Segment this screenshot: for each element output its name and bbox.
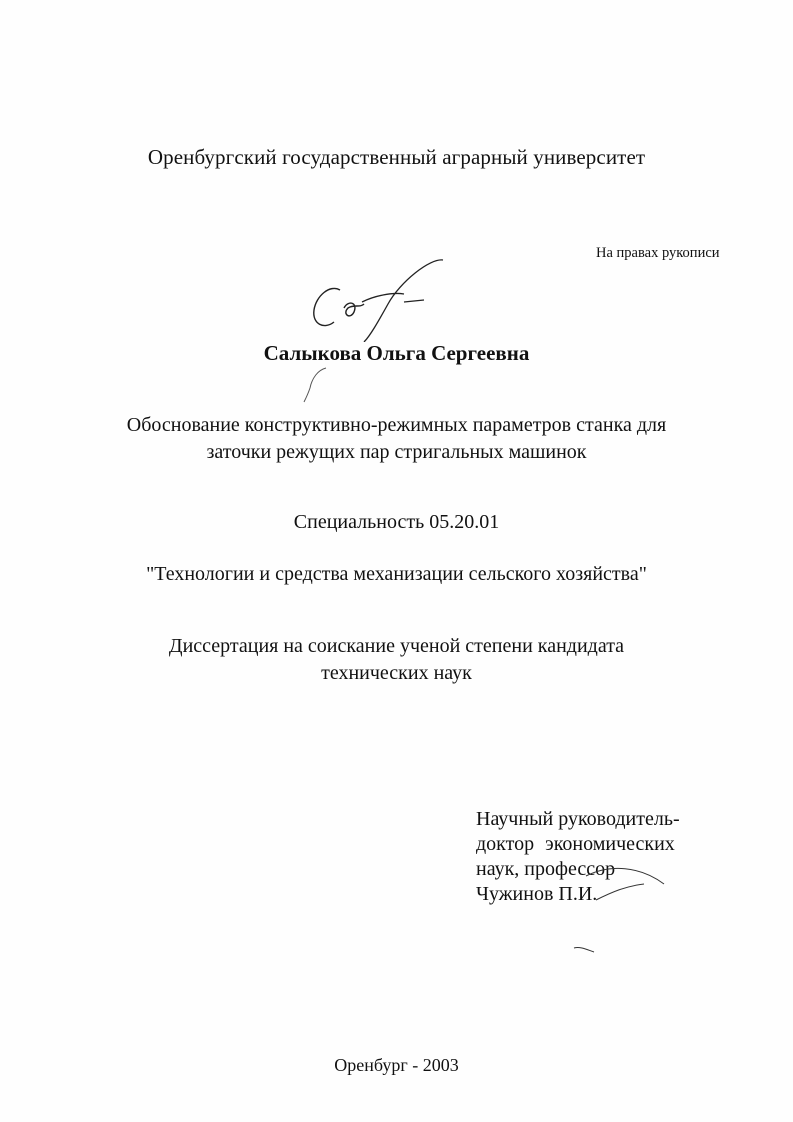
degree-line-2: технических наук [321,662,472,684]
supervisor-signature-graphic [560,856,680,966]
thesis-title-line-2: заточки режущих пар стригальных машинок [206,441,587,463]
thesis-title-line-1: Обоснование конструктивно-режимных параметров станка для [126,414,667,436]
margin-pen-mark [296,364,336,404]
supervisor-title: наук, профессор [476,858,616,880]
city-year: Оренбург - 2003 [334,1055,459,1075]
author-name: Салыкова Ольга Сергеевна [263,341,530,365]
supervisor-degree: доктор экономических [476,833,675,855]
supervisor-name: Чужинов П.И. [476,883,598,905]
degree-line-1: Диссертация на соискание ученой степени кандидата [168,635,625,657]
author-signature-graphic [300,252,460,342]
university-name: Оренбургский государственный аграрный университет [147,145,646,169]
specialty-code: Специальность 05.20.01 [293,511,500,533]
supervisor-role: Научный руководитель- [476,808,680,830]
specialty-name: "Технологии и средства механизации сельского хозяйства" [146,563,647,585]
manuscript-note: На правах рукописи [596,245,720,261]
